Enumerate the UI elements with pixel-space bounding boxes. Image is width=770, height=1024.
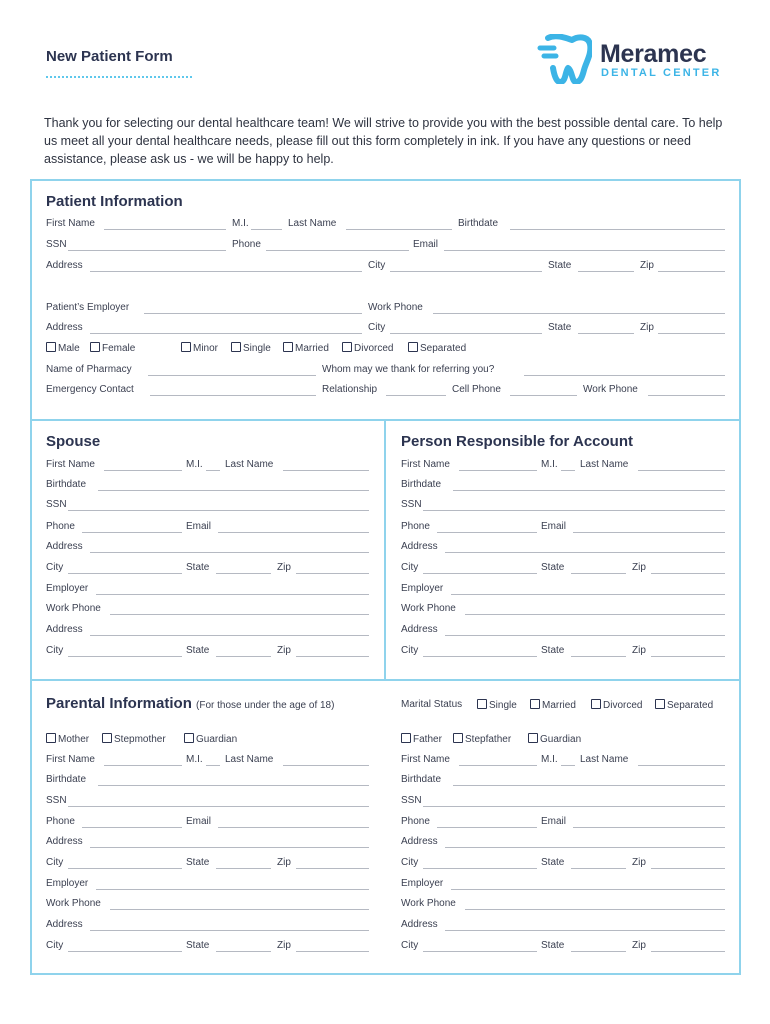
responsible-mi-label: M.I. xyxy=(541,459,558,470)
responsible-city-field[interactable] xyxy=(423,573,537,574)
spouse-first-name-label: First Name xyxy=(46,459,95,470)
parent2-phone-label: Phone xyxy=(401,816,430,827)
referral-field[interactable] xyxy=(524,375,725,376)
spouse-city-label: City xyxy=(46,562,64,573)
spouse-state-field[interactable] xyxy=(216,573,271,574)
patient-city-label: City xyxy=(368,260,386,271)
patient-state-label: State xyxy=(548,260,572,271)
responsible-mi-field[interactable] xyxy=(561,470,575,471)
parent2-employer-zip-label: Zip xyxy=(632,940,646,951)
parent2-first-name-label: First Name xyxy=(401,754,450,765)
checkbox-stepfather[interactable]: Stepfather xyxy=(453,733,511,746)
checkbox-married[interactable]: Married xyxy=(283,342,329,355)
checkbox-parent-single[interactable]: Single xyxy=(477,699,517,712)
parent1-city-label: City xyxy=(46,857,64,868)
patient-birthdate-field[interactable] xyxy=(510,229,725,230)
spouse-ssn-label: SSN xyxy=(46,499,67,510)
parent2-city-field[interactable] xyxy=(423,868,537,869)
responsible-birthdate-label: Birthdate xyxy=(401,479,442,490)
checkbox-icon xyxy=(528,733,538,743)
parent2-ssn-label: SSN xyxy=(401,795,422,806)
checkbox-icon xyxy=(591,699,601,709)
responsible-employer-zip-label: Zip xyxy=(632,645,646,656)
responsible-zip-field[interactable] xyxy=(651,573,725,574)
section-heading-patient: Patient Information xyxy=(46,193,183,210)
patient-address-label: Address xyxy=(46,260,83,271)
pharmacy-field[interactable] xyxy=(148,375,316,376)
responsible-employer-label: Employer xyxy=(401,583,444,594)
patient-mi-label: M.I. xyxy=(232,218,249,229)
patient-first-name-field[interactable] xyxy=(104,229,226,230)
responsible-email-label: Email xyxy=(541,521,567,532)
responsible-address-field[interactable] xyxy=(445,552,725,553)
patient-phone-field[interactable] xyxy=(266,250,409,251)
checkbox-parent-separated[interactable]: Separated xyxy=(655,699,713,712)
responsible-employer-state-field[interactable] xyxy=(571,656,626,657)
parent1-state-field[interactable] xyxy=(216,868,271,869)
checkbox-guardian-left[interactable]: Guardian xyxy=(184,733,237,746)
patient-address-field[interactable] xyxy=(90,271,362,272)
title-underline xyxy=(46,76,192,78)
checkbox-icon xyxy=(102,733,112,743)
checkbox-single[interactable]: Single xyxy=(231,342,271,355)
parent2-work-phone-label: Work Phone xyxy=(401,898,456,909)
parent1-employer-state-field[interactable] xyxy=(216,951,271,952)
patient-last-name-field[interactable] xyxy=(346,229,452,230)
emergency-contact-label: Emergency Contact xyxy=(46,384,134,395)
parent2-mi-field[interactable] xyxy=(561,765,575,766)
checkbox-mother[interactable]: Mother xyxy=(46,733,89,746)
parent1-last-name-field[interactable] xyxy=(283,765,369,766)
spouse-last-name-field[interactable] xyxy=(283,470,369,471)
checkbox-icon xyxy=(46,733,56,743)
parent1-birthdate-field[interactable] xyxy=(98,785,369,786)
employer-city-field[interactable] xyxy=(390,333,542,334)
responsible-work-phone-field[interactable] xyxy=(465,614,725,615)
checkbox-icon xyxy=(90,342,100,352)
responsible-state-label: State xyxy=(541,562,565,573)
spouse-mi-field[interactable] xyxy=(206,470,220,471)
checkbox-icon xyxy=(342,342,352,352)
responsible-employer-address-label: Address xyxy=(401,624,438,635)
parent2-employer-state-label: State xyxy=(541,940,565,951)
section-heading-parental: Parental Information (For those under the age of 18) xyxy=(46,695,335,712)
spouse-birthdate-field[interactable] xyxy=(98,490,369,491)
patient-ssn-label: SSN xyxy=(46,239,67,250)
parent2-city-label: City xyxy=(401,857,419,868)
patient-zip-label: Zip xyxy=(640,260,654,271)
relationship-field[interactable] xyxy=(386,395,446,396)
emergency-work-phone-field[interactable] xyxy=(648,395,725,396)
parent2-employer-city-field[interactable] xyxy=(423,951,537,952)
spouse-email-field[interactable] xyxy=(218,532,369,533)
cell-phone-label: Cell Phone xyxy=(452,384,501,395)
parent1-phone-label: Phone xyxy=(46,816,75,827)
parent2-phone-field[interactable] xyxy=(437,827,537,828)
patient-state-field[interactable] xyxy=(578,271,634,272)
responsible-phone-field[interactable] xyxy=(437,532,537,533)
responsible-city-label: City xyxy=(401,562,419,573)
employer-address-label: Address xyxy=(46,322,83,333)
parent2-zip-label: Zip xyxy=(632,857,646,868)
section-divider xyxy=(384,420,386,680)
responsible-employer-city-field[interactable] xyxy=(423,656,537,657)
marital-status-label: Marital Status xyxy=(401,699,463,710)
parent1-employer-city-field[interactable] xyxy=(68,951,182,952)
parent2-mi-label: M.I. xyxy=(541,754,558,765)
checkbox-icon xyxy=(46,342,56,352)
parent2-address-field[interactable] xyxy=(445,847,725,848)
checkbox-icon xyxy=(231,342,241,352)
intro-paragraph: Thank you for selecting our dental healthcare team! We will strive to provide you with the best possible dental care. To help us meet all your dental healthcare needs, please fill out this form completely in ink. If you have any questions or need assistance, please ask us - we will be happy to help. xyxy=(44,116,723,166)
patient-mi-field[interactable] xyxy=(251,229,282,230)
parent2-employer-city-label: City xyxy=(401,940,419,951)
parent2-employer-field[interactable] xyxy=(451,889,725,890)
parent1-employer-zip-field[interactable] xyxy=(296,951,369,952)
spouse-employer-state-label: State xyxy=(186,645,210,656)
parental-note: (For those under the age of 18) xyxy=(196,700,335,711)
spouse-employer-state-field[interactable] xyxy=(216,656,271,657)
patient-zip-field[interactable] xyxy=(658,271,725,272)
patient-work-phone-label: Work Phone xyxy=(368,302,423,313)
parent1-birthdate-label: Birthdate xyxy=(46,774,87,785)
parent2-employer-state-field[interactable] xyxy=(571,951,626,952)
parent1-ssn-label: SSN xyxy=(46,795,67,806)
responsible-ssn-label: SSN xyxy=(401,499,422,510)
spouse-employer-city-field[interactable] xyxy=(68,656,182,657)
parent1-employer-city-label: City xyxy=(46,940,64,951)
spouse-phone-field[interactable] xyxy=(82,532,182,533)
relationship-label: Relationship xyxy=(322,384,378,395)
parent1-last-name-label: Last Name xyxy=(225,754,274,765)
spouse-employer-label: Employer xyxy=(46,583,89,594)
patient-email-field[interactable] xyxy=(444,250,725,251)
section-heading-spouse: Spouse xyxy=(46,433,101,450)
responsible-phone-label: Phone xyxy=(401,521,430,532)
checkbox-icon xyxy=(181,342,191,352)
page-title: New Patient Form xyxy=(46,48,173,65)
responsible-ssn-field[interactable] xyxy=(423,510,725,511)
spouse-birthdate-label: Birthdate xyxy=(46,479,87,490)
parent1-phone-field[interactable] xyxy=(82,827,182,828)
spouse-employer-city-label: City xyxy=(46,645,64,656)
parent2-employer-zip-field[interactable] xyxy=(651,951,725,952)
spouse-address-field[interactable] xyxy=(90,552,369,553)
spouse-city-field[interactable] xyxy=(68,573,182,574)
responsible-employer-address-field[interactable] xyxy=(445,635,725,636)
checkbox-male[interactable]: Male xyxy=(46,342,80,355)
parent2-employer-label: Employer xyxy=(401,878,444,889)
parent2-zip-field[interactable] xyxy=(651,868,725,869)
employer-city-label: City xyxy=(368,322,386,333)
pharmacy-label: Name of Pharmacy xyxy=(46,364,132,375)
parent1-email-field[interactable] xyxy=(218,827,369,828)
parent1-email-label: Email xyxy=(186,816,212,827)
spouse-ssn-field[interactable] xyxy=(68,510,369,511)
parent2-email-label: Email xyxy=(541,816,567,827)
spouse-employer-zip-field[interactable] xyxy=(296,656,369,657)
checkbox-icon xyxy=(453,733,463,743)
parent2-last-name-field[interactable] xyxy=(638,765,725,766)
parent1-employer-address-field[interactable] xyxy=(90,930,369,931)
parent2-address-label: Address xyxy=(401,836,438,847)
section-heading-responsible: Person Responsible for Account xyxy=(401,433,633,450)
referral-label: Whom may we thank for referring you? xyxy=(322,364,495,375)
parent1-address-label: Address xyxy=(46,836,83,847)
employer-state-label: State xyxy=(548,322,572,333)
patient-first-name-label: First Name xyxy=(46,218,95,229)
responsible-first-name-label: First Name xyxy=(401,459,450,470)
cell-phone-field[interactable] xyxy=(510,395,577,396)
responsible-first-name-field[interactable] xyxy=(459,470,537,471)
patient-employer-field[interactable] xyxy=(144,313,362,314)
checkbox-guardian-right[interactable]: Guardian xyxy=(528,733,581,746)
patient-last-name-label: Last Name xyxy=(288,218,337,229)
parent1-state-label: State xyxy=(186,857,210,868)
spouse-phone-label: Phone xyxy=(46,521,75,532)
employer-state-field[interactable] xyxy=(578,333,634,334)
employer-zip-label: Zip xyxy=(640,322,654,333)
spouse-work-phone-label: Work Phone xyxy=(46,603,101,614)
parent1-ssn-field[interactable] xyxy=(68,806,369,807)
checkbox-separated[interactable]: Separated xyxy=(408,342,466,355)
checkbox-icon xyxy=(655,699,665,709)
parent1-zip-field[interactable] xyxy=(296,868,369,869)
parent1-first-name-field[interactable] xyxy=(104,765,182,766)
spouse-state-label: State xyxy=(186,562,210,573)
parent2-employer-address-field[interactable] xyxy=(445,930,725,931)
patient-phone-label: Phone xyxy=(232,239,261,250)
checkbox-parent-married[interactable]: Married xyxy=(530,699,576,712)
responsible-employer-state-label: State xyxy=(541,645,565,656)
responsible-birthdate-field[interactable] xyxy=(453,490,725,491)
emergency-contact-field[interactable] xyxy=(150,395,316,396)
spouse-employer-address-field[interactable] xyxy=(90,635,369,636)
spouse-employer-zip-label: Zip xyxy=(277,645,291,656)
tooth-logo-icon xyxy=(536,34,592,84)
spouse-mi-label: M.I. xyxy=(186,459,203,470)
responsible-employer-city-label: City xyxy=(401,645,419,656)
employer-address-field[interactable] xyxy=(90,333,362,334)
responsible-employer-zip-field[interactable] xyxy=(651,656,725,657)
checkbox-icon xyxy=(283,342,293,352)
responsible-state-field[interactable] xyxy=(571,573,626,574)
responsible-address-label: Address xyxy=(401,541,438,552)
parent1-first-name-label: First Name xyxy=(46,754,95,765)
patient-ssn-field[interactable] xyxy=(68,250,226,251)
spouse-address-label: Address xyxy=(46,541,83,552)
responsible-zip-label: Zip xyxy=(632,562,646,573)
checkbox-stepmother[interactable]: Stepmother xyxy=(102,733,166,746)
parent1-employer-state-label: State xyxy=(186,940,210,951)
parent1-address-field[interactable] xyxy=(90,847,369,848)
checkbox-parent-divorced[interactable]: Divorced xyxy=(591,699,642,712)
parent1-employer-address-label: Address xyxy=(46,919,83,930)
parent2-birthdate-label: Birthdate xyxy=(401,774,442,785)
responsible-employer-field[interactable] xyxy=(451,594,725,595)
parent2-employer-address-label: Address xyxy=(401,919,438,930)
checkbox-icon xyxy=(401,733,411,743)
parent2-state-field[interactable] xyxy=(571,868,626,869)
parent2-first-name-field[interactable] xyxy=(459,765,537,766)
responsible-email-field[interactable] xyxy=(573,532,725,533)
patient-email-label: Email xyxy=(413,239,439,250)
checkbox-divorced[interactable]: Divorced xyxy=(342,342,393,355)
parent2-email-field[interactable] xyxy=(573,827,725,828)
checkbox-minor[interactable]: Minor xyxy=(181,342,218,355)
spouse-first-name-field[interactable] xyxy=(104,470,182,471)
parent1-city-field[interactable] xyxy=(68,868,182,869)
patient-city-field[interactable] xyxy=(390,271,542,272)
spouse-work-phone-field[interactable] xyxy=(110,614,369,615)
spouse-email-label: Email xyxy=(186,521,212,532)
checkbox-icon xyxy=(530,699,540,709)
logo-name: Meramec xyxy=(600,40,707,68)
logo xyxy=(536,34,592,89)
patient-employer-label: Patient’s Employer xyxy=(46,302,130,313)
parent2-last-name-label: Last Name xyxy=(580,754,629,765)
spouse-last-name-label: Last Name xyxy=(225,459,274,470)
checkbox-icon xyxy=(477,699,487,709)
spouse-employer-field[interactable] xyxy=(96,594,369,595)
parent2-ssn-field[interactable] xyxy=(423,806,725,807)
parent1-work-phone-field[interactable] xyxy=(110,909,369,910)
checkbox-father[interactable]: Father xyxy=(401,733,442,746)
responsible-last-name-label: Last Name xyxy=(580,459,629,470)
employer-zip-field[interactable] xyxy=(658,333,725,334)
checkbox-icon xyxy=(184,733,194,743)
spouse-employer-address-label: Address xyxy=(46,624,83,635)
parent1-employer-label: Employer xyxy=(46,878,89,889)
responsible-work-phone-label: Work Phone xyxy=(401,603,456,614)
spouse-zip-label: Zip xyxy=(277,562,291,573)
parent2-state-label: State xyxy=(541,857,565,868)
parent1-employer-field[interactable] xyxy=(96,889,369,890)
patient-birthdate-label: Birthdate xyxy=(458,218,499,229)
spouse-zip-field[interactable] xyxy=(296,573,369,574)
checkbox-icon xyxy=(408,342,418,352)
parent1-zip-label: Zip xyxy=(277,857,291,868)
patient-work-phone-field[interactable] xyxy=(433,313,725,314)
parent2-birthdate-field[interactable] xyxy=(453,785,725,786)
emergency-work-phone-label: Work Phone xyxy=(583,384,638,395)
parent1-work-phone-label: Work Phone xyxy=(46,898,101,909)
parent1-mi-field[interactable] xyxy=(206,765,220,766)
parent1-mi-label: M.I. xyxy=(186,754,203,765)
checkbox-female[interactable]: Female xyxy=(90,342,135,355)
parent1-employer-zip-label: Zip xyxy=(277,940,291,951)
responsible-last-name-field[interactable] xyxy=(638,470,725,471)
logo-subtitle: DENTAL CENTER xyxy=(601,67,722,79)
parent2-work-phone-field[interactable] xyxy=(465,909,725,910)
